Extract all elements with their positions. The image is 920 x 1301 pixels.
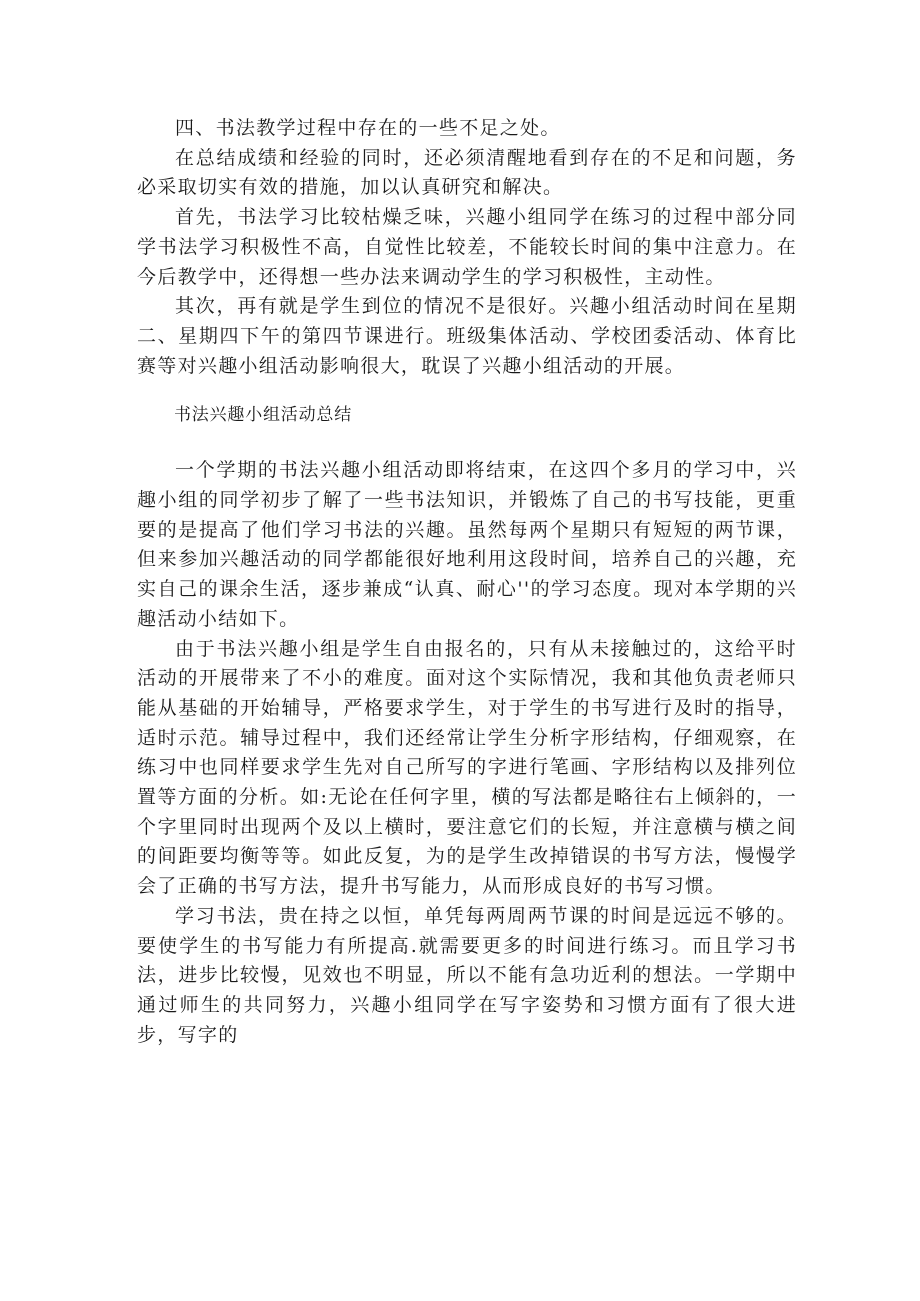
paragraph: 其次，再有就是学生到位的情况不是很好。兴趣小组活动时间在星期二、星期四下午的第四节课进行。班级集体活动、学校团委活动、体育比赛等对兴趣小组活动影响很大，耽误了兴趣小组活动的开展。 <box>137 295 797 377</box>
paragraph: 学习书法，贵在持之以恒，单凭每两周两节课的时间是远远不够的。要使学生的书写能力有所提高.就需要更多的时间进行练习。而且学习书法，进步比较慢，见效也不明显，所以不能有急功近利的想法。一学期中通过师生的共同努力，兴趣小组同学在写字姿势和习惯方面有了很大进步，写字的 <box>137 904 797 1046</box>
paragraph: 首先，书法学习比较枯燥乏味，兴趣小组同学在练习的过程中部分同学书法学习积极性不高，自觉性比较差，不能较长时间的集中注意力。在今后教学中，还得想一些办法来调动学生的学习积极性，主动性。 <box>137 206 797 288</box>
document-body <box>137 114 797 1050</box>
paragraph: 一个学期的书法兴趣小组活动即将结束，在这四个多月的学习中，兴趣小组的同学初步了解了一些书法知识，并锻炼了自己的书写技能，更重要的是提高了他们学习书法的兴趣。虽然每两个星期只有短短的两节课，但来参加兴趣活动的同学都能很好地利用这段时间，培养自己的兴趣，充实自己的课余生活，逐步兼成“认真、耐心''的学习态度。现对本学期的兴趣活动小结如下。 <box>137 459 797 630</box>
paragraph: 在总结成绩和经验的同时，还必须清醒地看到存在的不足和问题，务必采取切实有效的措施，加以认真研究和解决。 <box>137 146 797 199</box>
section-heading: 四、书法教学过程中存在的一些不足之处。 <box>175 117 561 139</box>
paragraph: 由于书法兴趣小组是学生自由报名的，只有从未接触过的，这给平时活动的开展带来了不小的难度。面对这个实际情况，我和其他负责老师只能从基础的开始辅导，严格要求学生，对于学生的书写进行及时的指导，适时示范。辅导过程中，我们还经常让学生分析字形结构，仔细观察，在练习中也同样要求学生先对自己所写的字进行笔画、字形结构以及排列位置等方面的分析。如:无论在任何字里，横的写法都是略往右上倾斜的，一个字里同时出现两个及以上横时，要注意它们的长短，并注意横与横之间的间距要均衡等等。如此反复，为的是学生改掉错误的书写方法，慢慢学会了正确的书写方法，提升书写能力，从而形成良好的书写习惯。 <box>137 637 797 898</box>
document-title: 书法兴趣小组活动总结 <box>174 405 352 426</box>
